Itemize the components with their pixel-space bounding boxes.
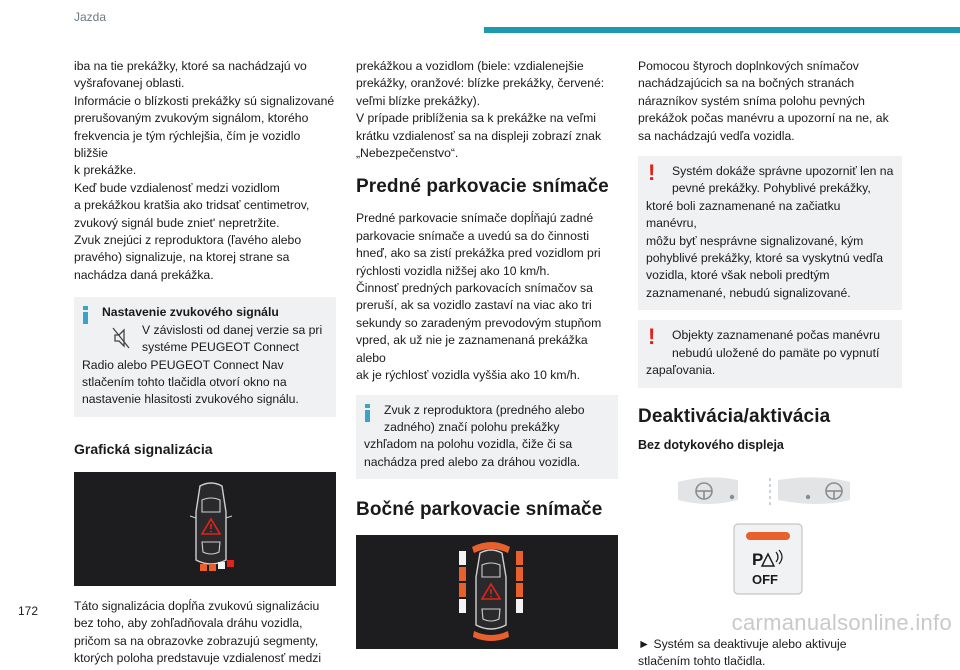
button-off-label: OFF (752, 572, 778, 587)
side-sensor-illustration (356, 535, 618, 649)
paragraph: Informácie o blízkosti prekážky sú signalizované prerušovaným zvukovým signálom, ktorého frekvencia je tým rýchlejšia, čím je vozidlo bližšie k prekážke. (74, 93, 336, 180)
watermark: carmanualsonline.info (732, 610, 952, 636)
warning-note-fixed-obstacles: ! Systém dokáže správne upozorniť len na pevné prekážky. Pohyblivé prekážky, ktoré boli zaznamenané na začiatku manévru, môžu byť nesprávne signalizované, kým pohyblivé prekážky, ktoré sa vyskytnú vedľa vozidla, ktoré však neboli predtým zaznamenané, nebudú signalizované. (638, 156, 902, 310)
heading-front-sensors: Predné parkovacie snímače (356, 176, 618, 198)
heading-deactivation: Deaktivácia/aktivácia (638, 406, 902, 428)
column-1 (74, 58, 336, 667)
paragraph: Predné parkovacie snímače dopĺňajú zadné parkovacie snímače a uvedú sa do činnosti hneď, ako sa zistí prekážka pred vozidlom pri rýchlosti vozidla nižšej ako 10 km/h. (356, 210, 618, 280)
paragraph: Činnosť predných parkovacích snímačov sa preruší, ak sa vozidlo zastaví na viac ako tri sekundy so zaradeným prevodovým stupňom vpred, ak už nie je zaznamenaná prekážka alebo ak je rýchlosť vozidla vyššia ako 10 km/h. (356, 280, 618, 384)
sensor-segment-orange (200, 564, 207, 571)
subheading-no-touchscreen: Bez dotykového displeja (638, 438, 902, 452)
info-note-sound: Nastavenie zvukového signálu V závislosti od danej verzie sa pri systéme PEUGEOT Connect Radio alebo PEUGEOT Connect Nav stlačením tohto tlačidla otvorí okno na nastavenie hlasitosti zvukového signálu. (74, 297, 336, 416)
note-title: Nastavenie zvukového signálu (82, 304, 328, 321)
heading-graphic-signal: Grafická signalizácia (74, 441, 336, 457)
sensor-segment-orange (516, 567, 523, 581)
sensor-segment-orange (516, 551, 523, 565)
sensor-segment-orange (516, 583, 523, 597)
speaker-mute-icon (112, 327, 130, 349)
column-2 (356, 58, 618, 649)
sensor-segment-orange (459, 567, 466, 581)
button-indicator-led (746, 532, 790, 540)
sensor-segment-orange (209, 564, 216, 571)
page-number: 172 (18, 604, 38, 618)
sensor-segment-orange (459, 583, 466, 597)
info-note-speaker: Zvuk z reproduktora (predného alebo zadného) značí polohu prekážky vzhľadom na polohu vozidla, čiže či sa nachádza pred alebo za dráhou vozidla. (356, 395, 618, 480)
sensor-segment-white (218, 562, 225, 569)
paragraph: ► Systém sa deaktivuje alebo aktivuje stlačením tohto tlačidla. (638, 636, 902, 670)
warning-icon: ! (648, 326, 655, 348)
paragraph: Pomocou štyroch doplnkových snímačov nachádzajúcich sa na bočných stranách nárazníkov systém sníma polohu pevných prekážok počas manévru a upozorní na ne, ak sa nachádzajú vedľa vozidla. (638, 58, 902, 145)
deactivation-button-illustration (638, 462, 902, 628)
paragraph: Táto signalizácia dopĺňa zvukovú signalizáciu bez toho, aby zohľadňovala dráhu vozidla, pričom sa na obrazovke zobrazujú segmenty, ktorých poloha predstavuje vzdialenosť medzi (74, 598, 336, 668)
info-icon (365, 404, 370, 420)
parking-p-icon: P (752, 550, 763, 569)
paragraph: iba na tie prekážky, ktoré sa nachádzajú vo vyšrafovanej oblasti. (74, 58, 336, 93)
column-3 (638, 58, 902, 670)
warning-icon: ! (648, 162, 655, 184)
paragraph: prekážkou a vozidlom (biele: vzdialenejšie prekážky, oranžové: blízke prekážky, červené: veľmi blízke prekážky). (356, 58, 618, 110)
heading-side-sensors: Bočné parkovacie snímače (356, 499, 618, 521)
sensor-segment-red (227, 560, 234, 567)
sensor-segment-white (516, 599, 523, 613)
warning-note-memory: ! Objekty zaznamenané počas manévru nebudú uložené do pamäte po vypnutí zapaľovania. (638, 320, 902, 387)
rear-sensor-illustration (74, 472, 336, 586)
paragraph: Zvuk znejúci z reproduktora (ľavého alebo pravého) signalizuje, na ktorej strane sa nachádza daná prekážka. (74, 232, 336, 284)
sensor-segment-white (459, 599, 466, 613)
header-section-title: Jazda (74, 10, 106, 24)
sensor-segment-white (459, 551, 466, 565)
paragraph: V prípade priblíženia sa k prekážke na veľmi krátku vzdialenosť sa na displeji zobrazí znak „Nebezpečenstvo“. (356, 110, 618, 162)
paragraph: Keď bude vzdialenosť medzi vozidlom a prekážkou kratšia ako tridsať centimetrov, zvukový signál bude zniet' nepretržite. (74, 180, 336, 232)
header-accent-bar (484, 27, 960, 33)
info-icon (83, 306, 88, 322)
